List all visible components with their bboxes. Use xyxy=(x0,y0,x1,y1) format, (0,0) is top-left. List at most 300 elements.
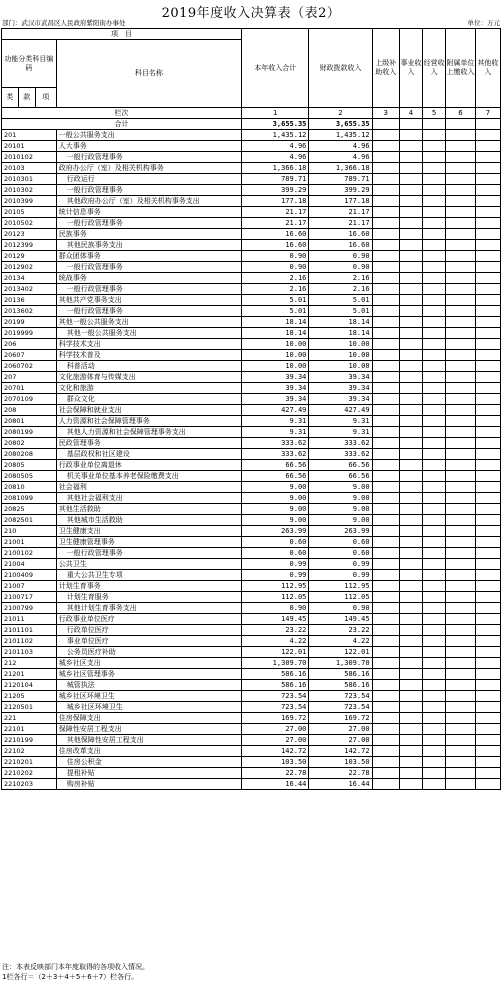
empty-cell xyxy=(399,504,422,515)
empty-cell xyxy=(399,746,422,757)
empty-cell xyxy=(475,383,500,394)
empty-cell xyxy=(372,174,399,185)
empty-cell xyxy=(423,647,446,658)
total-header: 本年收入合计 xyxy=(242,29,309,108)
empty-cell xyxy=(423,592,446,603)
empty-cell xyxy=(372,207,399,218)
empty-cell xyxy=(423,460,446,471)
subject-code: 2082501 xyxy=(2,515,57,526)
subject-name: 公务员医疗补助 xyxy=(56,647,241,658)
empty-cell xyxy=(399,658,422,669)
total-value: 5.01 xyxy=(242,295,309,306)
empty-cell xyxy=(372,405,399,416)
fiscal-value: 27.00 xyxy=(309,735,372,746)
subject-name: 群众文化 xyxy=(56,394,241,405)
total-value: 39.34 xyxy=(242,394,309,405)
total-value: 66.56 xyxy=(242,460,309,471)
subject-code: 20802 xyxy=(2,438,57,449)
total-value: 0.99 xyxy=(242,559,309,570)
subject-code: 2010301 xyxy=(2,174,57,185)
table-row xyxy=(2,416,501,427)
empty-cell xyxy=(372,229,399,240)
empty-cell xyxy=(475,471,500,482)
empty-cell xyxy=(446,185,475,196)
item-header: 项 目 xyxy=(2,29,242,40)
table-row xyxy=(2,427,501,438)
empty-cell xyxy=(399,251,422,262)
empty-cell xyxy=(423,757,446,768)
subject-name: 一般行政管理事务 xyxy=(56,284,241,295)
subject-code: 2081099 xyxy=(2,493,57,504)
empty-cell xyxy=(475,449,500,460)
fiscal-value: 21.17 xyxy=(309,207,372,218)
empty-cell xyxy=(372,251,399,262)
empty-cell xyxy=(399,350,422,361)
table-row xyxy=(2,757,501,768)
subject-name: 购房补贴 xyxy=(56,779,241,790)
subject-name: 统计信息事务 xyxy=(56,207,241,218)
empty-cell xyxy=(399,537,422,548)
empty-cell xyxy=(372,526,399,537)
subject-name: 其他一般公共服务支出 xyxy=(56,328,241,339)
fiscal-value: 10.00 xyxy=(309,361,372,372)
empty-cell xyxy=(399,163,422,174)
table-row xyxy=(2,361,501,372)
empty-cell xyxy=(399,262,422,273)
empty-cell xyxy=(475,372,500,383)
table-row xyxy=(2,284,501,295)
empty-cell xyxy=(372,603,399,614)
subject-name: 文化和旅游 xyxy=(56,383,241,394)
table-row xyxy=(2,603,501,614)
empty-cell xyxy=(446,427,475,438)
page-title: 2019年度收入决算表（表2） xyxy=(161,6,341,21)
table-row xyxy=(2,240,501,251)
total-value: 66.56 xyxy=(242,471,309,482)
fiscal-value: 39.34 xyxy=(309,372,372,383)
empty-cell xyxy=(475,625,500,636)
table-row xyxy=(2,537,501,548)
empty-cell xyxy=(423,141,446,152)
total-value: 333.62 xyxy=(242,438,309,449)
other-header: 其他收入 xyxy=(475,29,500,108)
empty-cell xyxy=(372,350,399,361)
subject-name: 行政单位医疗 xyxy=(56,625,241,636)
empty-cell xyxy=(399,548,422,559)
fiscal-value: 4.96 xyxy=(309,152,372,163)
subject-name: 一般行政管理事务 xyxy=(56,306,241,317)
total-value: 9.00 xyxy=(242,515,309,526)
empty-cell xyxy=(372,471,399,482)
total-value: 177.18 xyxy=(242,196,309,207)
subject-name: 其他城市生活救助 xyxy=(56,515,241,526)
empty-cell xyxy=(372,614,399,625)
empty-cell xyxy=(423,669,446,680)
empty-cell xyxy=(372,152,399,163)
table-row xyxy=(2,174,501,185)
empty-cell xyxy=(372,757,399,768)
empty-cell xyxy=(372,570,399,581)
fiscal-value: 39.34 xyxy=(309,394,372,405)
fiscal-value: 3,655.35 xyxy=(309,119,372,130)
subject-name: 其他政府办公厅（室）及相关机构事务支出 xyxy=(56,196,241,207)
empty-cell xyxy=(475,658,500,669)
empty-cell xyxy=(399,438,422,449)
subject-name: 卫生健康管理事务 xyxy=(56,537,241,548)
subject-name: 其他生活救助 xyxy=(56,504,241,515)
empty-cell xyxy=(475,768,500,779)
empty-cell xyxy=(399,724,422,735)
total-value: 10.00 xyxy=(242,350,309,361)
empty-cell xyxy=(399,702,422,713)
empty-cell xyxy=(423,295,446,306)
empty-cell xyxy=(475,482,500,493)
subject-code: 20101 xyxy=(2,141,57,152)
fiscal-value: 333.62 xyxy=(309,449,372,460)
fiscal-value: 22.78 xyxy=(309,768,372,779)
subject-name: 统战事务 xyxy=(56,273,241,284)
subject-name: 城乡社区环境卫生 xyxy=(56,691,241,702)
empty-cell xyxy=(399,306,422,317)
empty-cell xyxy=(475,284,500,295)
empty-cell xyxy=(446,240,475,251)
empty-cell xyxy=(475,196,500,207)
empty-cell xyxy=(446,713,475,724)
total-value: 103.50 xyxy=(242,757,309,768)
empty-cell xyxy=(475,669,500,680)
empty-cell xyxy=(399,691,422,702)
empty-cell xyxy=(372,317,399,328)
empty-cell xyxy=(399,493,422,504)
table-body xyxy=(2,108,501,790)
subject-code: 21205 xyxy=(2,691,57,702)
fiscal-value: 333.62 xyxy=(309,438,372,449)
total-value: 9.00 xyxy=(242,504,309,515)
empty-cell xyxy=(372,658,399,669)
empty-cell xyxy=(446,603,475,614)
subject-name: 其他计划生育事务支出 xyxy=(56,603,241,614)
empty-cell xyxy=(399,460,422,471)
subject-name: 其他保障性安居工程支出 xyxy=(56,735,241,746)
subject-name: 城乡社区支出 xyxy=(56,658,241,669)
total-value: 16.60 xyxy=(242,229,309,240)
empty-cell xyxy=(446,680,475,691)
empty-cell xyxy=(399,152,422,163)
table-row xyxy=(2,328,501,339)
empty-cell xyxy=(372,163,399,174)
upper-header: 上级补助收入 xyxy=(372,29,399,108)
total-value: 10.00 xyxy=(242,361,309,372)
table-row xyxy=(2,339,501,350)
total-value: 723.54 xyxy=(242,702,309,713)
column-index: 6 xyxy=(446,108,475,119)
org-label: 部门：武汉市武昌区人民政府紫阳街办事处 xyxy=(2,19,126,27)
empty-cell xyxy=(423,603,446,614)
empty-cell xyxy=(423,746,446,757)
table-row xyxy=(2,592,501,603)
table-row xyxy=(2,581,501,592)
subject-name: 科普活动 xyxy=(56,361,241,372)
empty-cell xyxy=(372,691,399,702)
empty-cell xyxy=(399,141,422,152)
empty-cell xyxy=(372,185,399,196)
empty-cell xyxy=(475,603,500,614)
table-row xyxy=(2,724,501,735)
fiscal-value: 23.22 xyxy=(309,625,372,636)
fiscal-value: 9.31 xyxy=(309,416,372,427)
total-value: 2.16 xyxy=(242,284,309,295)
empty-cell xyxy=(475,394,500,405)
table-row xyxy=(2,460,501,471)
empty-cell xyxy=(372,713,399,724)
empty-cell xyxy=(423,636,446,647)
empty-cell xyxy=(446,515,475,526)
column-index: 1 xyxy=(242,108,309,119)
column-index: 2 xyxy=(309,108,372,119)
total-value: 112.95 xyxy=(242,581,309,592)
fiscal-value: 2.16 xyxy=(309,273,372,284)
empty-cell xyxy=(446,416,475,427)
table-row xyxy=(2,680,501,691)
table-row xyxy=(2,229,501,240)
table-row xyxy=(2,713,501,724)
empty-cell xyxy=(423,515,446,526)
table-row xyxy=(2,163,501,174)
empty-cell xyxy=(475,460,500,471)
empty-cell xyxy=(446,757,475,768)
fiscal-value: 177.18 xyxy=(309,196,372,207)
empty-cell xyxy=(446,691,475,702)
empty-cell xyxy=(475,240,500,251)
table-row xyxy=(2,691,501,702)
empty-cell xyxy=(446,482,475,493)
table-row xyxy=(2,493,501,504)
fiscal-value: 0.90 xyxy=(309,262,372,273)
empty-cell xyxy=(446,383,475,394)
empty-cell xyxy=(475,273,500,284)
subject-code: 2019999 xyxy=(2,328,57,339)
empty-cell xyxy=(372,273,399,284)
total-value: 333.62 xyxy=(242,449,309,460)
subject-name: 科学技术普及 xyxy=(56,350,241,361)
empty-cell xyxy=(475,680,500,691)
empty-cell xyxy=(446,504,475,515)
subject-name: 公共卫生 xyxy=(56,559,241,570)
empty-cell xyxy=(446,625,475,636)
empty-cell xyxy=(372,372,399,383)
column-index: 3 xyxy=(372,108,399,119)
subject-name: 民族事务 xyxy=(56,229,241,240)
total-value: 39.34 xyxy=(242,372,309,383)
empty-cell xyxy=(372,383,399,394)
empty-cell xyxy=(423,306,446,317)
subject-code: 2010399 xyxy=(2,196,57,207)
subject-code: 2080505 xyxy=(2,471,57,482)
fiscal-value: 16.60 xyxy=(309,229,372,240)
subject-name: 行政事业单位医疗 xyxy=(56,614,241,625)
empty-cell xyxy=(446,581,475,592)
subject-name: 保障性安居工程支出 xyxy=(56,724,241,735)
empty-cell xyxy=(399,768,422,779)
subject-name: 机关事业单位基本养老保险缴费支出 xyxy=(56,471,241,482)
empty-cell xyxy=(423,779,446,790)
empty-cell xyxy=(446,702,475,713)
empty-cell xyxy=(423,163,446,174)
empty-cell xyxy=(475,592,500,603)
unit-label: 单位：万元 xyxy=(467,19,500,27)
subject-code: 2120501 xyxy=(2,702,57,713)
empty-cell xyxy=(475,185,500,196)
empty-cell xyxy=(475,262,500,273)
fiscal-value: 122.01 xyxy=(309,647,372,658)
subject-code: 221 xyxy=(2,713,57,724)
empty-cell xyxy=(399,339,422,350)
empty-cell xyxy=(372,449,399,460)
table-row xyxy=(2,405,501,416)
empty-cell xyxy=(475,416,500,427)
subject-name: 社会福利 xyxy=(56,482,241,493)
total-value: 16.44 xyxy=(242,779,309,790)
total-value: 27.00 xyxy=(242,724,309,735)
empty-cell xyxy=(446,339,475,350)
empty-cell xyxy=(399,207,422,218)
table-row xyxy=(2,625,501,636)
subject-code: 2010102 xyxy=(2,152,57,163)
empty-cell xyxy=(475,515,500,526)
empty-cell xyxy=(399,614,422,625)
fiscal-value: 1,435.12 xyxy=(309,130,372,141)
fiscal-value: 399.29 xyxy=(309,185,372,196)
empty-cell xyxy=(372,592,399,603)
total-value: 723.54 xyxy=(242,691,309,702)
empty-cell xyxy=(446,141,475,152)
table-row xyxy=(2,526,501,537)
subject-code: 2060702 xyxy=(2,361,57,372)
subject-code: 2013402 xyxy=(2,284,57,295)
empty-cell xyxy=(423,207,446,218)
empty-cell xyxy=(475,636,500,647)
fiscal-value: 263.99 xyxy=(309,526,372,537)
subject-code: 2210203 xyxy=(2,779,57,790)
table-row xyxy=(2,779,501,790)
subject-code: 2010302 xyxy=(2,185,57,196)
fiscal-value: 5.01 xyxy=(309,295,372,306)
empty-cell xyxy=(372,735,399,746)
fiscal-value: 1,366.18 xyxy=(309,163,372,174)
fiscal-value: 0.99 xyxy=(309,559,372,570)
fiscal-value: 723.54 xyxy=(309,691,372,702)
empty-cell xyxy=(446,537,475,548)
empty-cell xyxy=(399,603,422,614)
empty-cell xyxy=(475,130,500,141)
empty-cell xyxy=(372,460,399,471)
empty-cell xyxy=(446,669,475,680)
subject-name: 住房改革支出 xyxy=(56,746,241,757)
column-index-row xyxy=(2,108,501,119)
fiscal-value: 16.60 xyxy=(309,240,372,251)
lei-header: 类 xyxy=(2,88,19,108)
empty-cell xyxy=(372,680,399,691)
empty-cell xyxy=(423,537,446,548)
subject-name: 计划生育服务 xyxy=(56,592,241,603)
empty-cell xyxy=(423,174,446,185)
subject-name: 群众团体事务 xyxy=(56,251,241,262)
subject-code: 22102 xyxy=(2,746,57,757)
subject-name: 其他社会福利支出 xyxy=(56,493,241,504)
column-index: 7 xyxy=(475,108,500,119)
table-row xyxy=(2,207,501,218)
empty-cell xyxy=(446,779,475,790)
empty-cell xyxy=(475,328,500,339)
total-value: 22.78 xyxy=(242,768,309,779)
empty-cell xyxy=(399,482,422,493)
empty-cell xyxy=(475,581,500,592)
subject-name: 重大公共卫生专项 xyxy=(56,570,241,581)
empty-cell xyxy=(446,559,475,570)
table-row xyxy=(2,372,501,383)
empty-cell xyxy=(446,174,475,185)
empty-cell xyxy=(372,702,399,713)
total-value: 16.60 xyxy=(242,240,309,251)
table-row xyxy=(2,130,501,141)
total-value: 1,366.18 xyxy=(242,163,309,174)
empty-cell xyxy=(475,757,500,768)
empty-cell xyxy=(399,196,422,207)
empty-cell xyxy=(423,658,446,669)
subject-code: 22101 xyxy=(2,724,57,735)
empty-cell xyxy=(399,240,422,251)
empty-cell xyxy=(475,702,500,713)
total-value: 0.90 xyxy=(242,262,309,273)
empty-cell xyxy=(399,372,422,383)
subject-name: 其他一般公共服务支出 xyxy=(56,317,241,328)
empty-cell xyxy=(399,273,422,284)
empty-cell xyxy=(399,757,422,768)
empty-cell xyxy=(399,647,422,658)
subject-code: 2101103 xyxy=(2,647,57,658)
total-value: 149.45 xyxy=(242,614,309,625)
empty-cell xyxy=(475,218,500,229)
empty-cell xyxy=(475,493,500,504)
table-row xyxy=(2,438,501,449)
empty-cell xyxy=(423,372,446,383)
empty-cell xyxy=(475,526,500,537)
fiscal-value: 4.22 xyxy=(309,636,372,647)
empty-cell xyxy=(423,625,446,636)
subject-name: 计划生育事务 xyxy=(56,581,241,592)
subject-name: 人大事务 xyxy=(56,141,241,152)
subject-code: 2080199 xyxy=(2,427,57,438)
empty-cell xyxy=(423,438,446,449)
empty-cell xyxy=(372,504,399,515)
empty-cell xyxy=(372,724,399,735)
empty-cell xyxy=(423,768,446,779)
subject-name: 一般公共服务支出 xyxy=(56,130,241,141)
total-value: 21.17 xyxy=(242,207,309,218)
empty-cell xyxy=(475,361,500,372)
subject-code: 210 xyxy=(2,526,57,537)
subject-code: 212 xyxy=(2,658,57,669)
subject-name: 事业单位医疗 xyxy=(56,636,241,647)
subject-name: 基层政权和社区建设 xyxy=(56,449,241,460)
fiscal-value: 9.00 xyxy=(309,515,372,526)
empty-cell xyxy=(475,174,500,185)
empty-cell xyxy=(423,427,446,438)
empty-cell xyxy=(446,735,475,746)
subject-name: 住房公积金 xyxy=(56,757,241,768)
empty-cell xyxy=(399,295,422,306)
subject-name: 城管执法 xyxy=(56,680,241,691)
